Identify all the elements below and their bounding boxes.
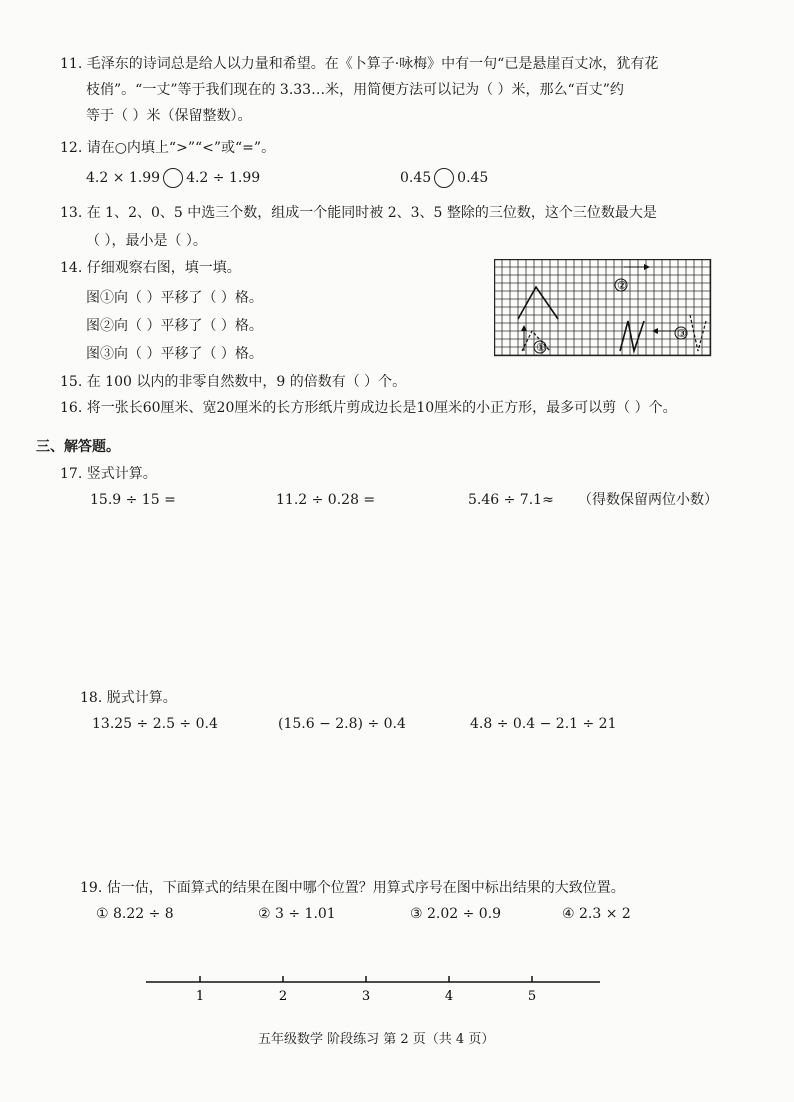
q16-line <box>60 398 677 418</box>
number-line-tick-label: 2 <box>278 989 288 1004</box>
q12-b-circle[interactable] <box>434 168 454 188</box>
q14-row-1: 图①向（ ）平移了（ ）格。 <box>86 290 263 306</box>
q17-line <box>60 464 157 484</box>
q11-line-1 <box>60 54 658 74</box>
arrow-right-icon <box>644 264 650 270</box>
q14-row-2: 图②向（ ）平移了（ ）格。 <box>86 318 263 334</box>
q19-item-1: ① 8.22 ÷ 8 <box>96 906 174 922</box>
q15-line <box>60 372 406 392</box>
number-line-tick-label: 3 <box>361 989 371 1004</box>
q12-text: 请在○内填上“>”“<”或“=”。 <box>86 140 276 156</box>
q18-item-3: 4.8 ÷ 0.4 − 2.1 ÷ 21 <box>470 716 617 732</box>
figure-1-label: ① <box>536 341 546 354</box>
q17-number: 17. <box>60 466 83 482</box>
q12-a-circle[interactable] <box>163 168 183 188</box>
figure-3-original <box>690 315 706 351</box>
section-3-title: 三、解答题。 <box>36 439 120 455</box>
q17-item-2: 11.2 ÷ 0.28 = <box>276 492 376 508</box>
q14-text: 仔细观察右图，填一填。 <box>86 260 241 276</box>
number-line-tick-label: 5 <box>527 989 537 1004</box>
q17-item-1: 15.9 ÷ 15 = <box>90 492 176 508</box>
q14-number: 14. <box>60 260 83 276</box>
figure-2-shape <box>620 321 644 351</box>
q13-line-1 <box>60 203 657 223</box>
q19-line <box>80 878 625 898</box>
figure-3-label: ③ <box>677 327 687 340</box>
q12-compare-a <box>86 168 260 188</box>
grid-lines <box>494 259 710 355</box>
q19-number-line <box>140 970 606 1006</box>
q11-text-1: 毛泽东的诗词总是给人以力量和希望。在《卜算子·咏梅》中有一句“已是悬崖百丈冰，犹有花 <box>86 56 659 72</box>
q12-number: 12. <box>60 140 83 156</box>
q17-note: （得数保留两位小数） <box>578 492 718 508</box>
figure-1-shape <box>518 287 558 319</box>
q18-number: 18. <box>80 690 103 706</box>
q12-a-left: 4.2 × 1.99 <box>86 170 161 186</box>
q19-text: 估一估，下面算式的结果在图中哪个位置？用算式序号在图中标出结果的大致位置。 <box>106 880 625 896</box>
q12-compare-b <box>400 168 488 188</box>
q11-number: 11. <box>60 56 83 72</box>
q12-a-right: 4.2 ÷ 1.99 <box>186 170 261 186</box>
q12-b-right: 0.45 <box>457 170 489 186</box>
q11-line-3: 等于（ ）米（保留整数）。 <box>86 108 252 124</box>
q11-line-2: 枝俏”。“一丈”等于我们现在的 3.33…米，用简便方法可以记为（ ）米，那么“百丈”约 <box>86 82 624 98</box>
q19-item-3: ③ 2.02 ÷ 0.9 <box>410 906 502 922</box>
figure-2-label: ② <box>617 279 627 292</box>
q14-line <box>60 258 241 278</box>
q19-item-4: ④ 2.3 × 2 <box>562 906 631 922</box>
q13-line-2: （ ），最小是（ ）。 <box>86 233 207 249</box>
q17-item-3: 5.46 ÷ 7.1≈ <box>468 492 554 508</box>
q13-number: 13. <box>60 205 83 221</box>
q15-number: 15. <box>60 374 83 390</box>
q16-number: 16. <box>60 400 83 416</box>
page-footer: 五年级数学 阶段练习 第 2 页（共 4 页） <box>258 1032 495 1047</box>
q17-text: 竖式计算。 <box>86 466 157 482</box>
number-line-tick-label: 1 <box>195 989 205 1004</box>
q19-item-2: ② 3 ÷ 1.01 <box>258 906 336 922</box>
q18-text: 脱式计算。 <box>106 690 177 706</box>
q18-line <box>80 688 177 708</box>
q14-translation-grid-figure <box>494 259 712 357</box>
q18-item-1: 13.25 ÷ 2.5 ÷ 0.4 <box>92 716 218 732</box>
arrow-left-icon <box>652 328 658 334</box>
q13-text-1: 在 1、2、0、5 中选三个数，组成一个能同时被 2、3、5 整除的三位数，这个三位数最大是 <box>86 205 657 221</box>
q12-line <box>60 138 275 158</box>
q12-b-left: 0.45 <box>400 170 432 186</box>
q18-item-2: (15.6 − 2.8) ÷ 0.4 <box>278 716 406 732</box>
q16-text: 将一张长60厘米、宽20厘米的长方形纸片剪成边长是10厘米的小正方形，最多可以剪（ ）个。 <box>86 400 677 416</box>
number-line-tick-label: 4 <box>444 989 454 1004</box>
q19-number: 19. <box>80 880 103 896</box>
q14-row-3: 图③向（ ）平移了（ ）格。 <box>86 346 263 362</box>
q15-text: 在 100 以内的非零自然数中，9 的倍数有（ ）个。 <box>86 374 407 390</box>
number-line-ticks <box>196 976 536 1004</box>
